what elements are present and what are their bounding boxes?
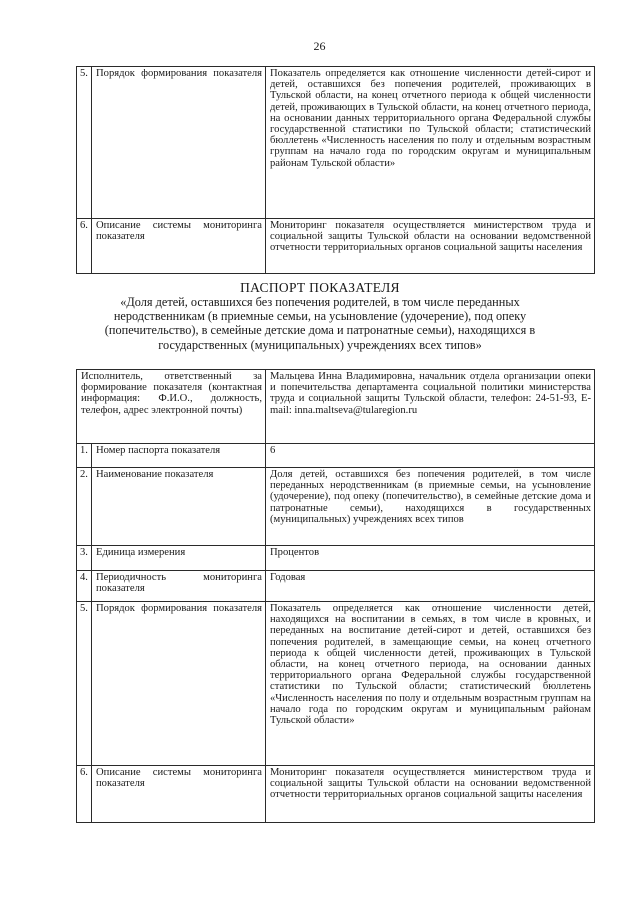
row-number: 2. bbox=[77, 468, 92, 546]
row-label: Описание системы мониторинга показателя bbox=[92, 219, 266, 274]
row-label: Единица измерения bbox=[92, 546, 266, 571]
page-number: 26 bbox=[313, 39, 326, 53]
row-number: 4. bbox=[77, 571, 92, 602]
table-row bbox=[77, 67, 595, 219]
indicator-table-continued bbox=[76, 66, 595, 274]
row-label: Порядок формирования показателя bbox=[92, 602, 266, 766]
table-row bbox=[77, 468, 595, 546]
row-label: Порядок формирования показателя bbox=[92, 67, 266, 219]
row-number: 3. bbox=[77, 546, 92, 571]
table-row bbox=[77, 571, 595, 602]
table-row bbox=[77, 602, 595, 766]
passport-title: ПАСПОРТ ПОКАЗАТЕЛЯ bbox=[240, 280, 400, 295]
row-value: Мониторинг показателя осуществляется министерством труда и социальной защиты Тульской области на основании ведомственной отчетности территориальных органов социальной защиты населения bbox=[266, 219, 595, 274]
row-value: Доля детей, оставшихся без попечения родителей, в том числе переданных неродственникам (в приемные семьи, на усыновление (удочерение), под опеку (попечительство), в семейные детские дома и патронатные семьи), находящихся в государственных (муниципальных) учреждениях всех типов bbox=[266, 468, 595, 546]
row-value: Годовая bbox=[266, 571, 595, 602]
table-row bbox=[77, 546, 595, 571]
row-value: Показатель определяется как отношение численности детей, находящихся на воспитании в семьях, в том числе в кровных, и переданных на воспитание детей-сирот и детей, оставшихся без попечения родителей, в замещающие семьи, на конец отчетного периода к общей численности детей, проживающих в Тульской области, на конец отчетного периода, на основании данных территориального органа Федеральной службы государственной статистики по Тульской области; статистический бюллетень «Численность населения по полу и отдельным возрастным группам на начало года по городским округам и муниципальным районам Тульской области» bbox=[266, 602, 595, 766]
row-number: 1. bbox=[77, 444, 92, 468]
table-row bbox=[77, 766, 595, 823]
row-label: Наименование показателя bbox=[92, 468, 266, 546]
row-label: Периодичность мониторинга показателя bbox=[92, 571, 266, 602]
row-label: Описание системы мониторинга показателя bbox=[92, 766, 266, 823]
row-value: Мониторинг показателя осуществляется министерством труда и социальной защиты Тульской области на основании ведомственной отчетности территориальных органов социальной защиты населения bbox=[266, 766, 595, 823]
table-row bbox=[77, 444, 595, 468]
row-number: 5. bbox=[77, 67, 92, 219]
row-number: 5. bbox=[77, 602, 92, 766]
row-value: Процентов bbox=[266, 546, 595, 571]
executor-value: Мальцева Инна Владимировна, начальник отдела организации опеки и попечительства департамента социальной политики министерства труда и социальной защиты Тульской области, телефон: 24-51-93, E-mail: inna.maltseva@tularegion.ru bbox=[266, 370, 595, 444]
row-value: Показатель определяется как отношение численности детей-сирот и детей, оставшихся без попечения родителей, проживающих в Тульской области, на конец отчетного периода к общей численности детей, проживающих в Тульской области, на конец отчетного периода, на основании данных территориального органа Федеральной службы государственной статистики по Тульской области; статистический бюллетень «Численность населения по полу и отдельным возрастным группам на начало года по городским округам и муниципальным районам Тульской области» bbox=[266, 67, 595, 219]
row-number: 6. bbox=[77, 219, 92, 274]
table-row bbox=[77, 219, 595, 274]
executor-label: Исполнитель, ответственный за формирование показателя (контактная информация: Ф.И.О., должность, телефон, адрес электронной почты) bbox=[77, 370, 266, 444]
passport-heading bbox=[90, 280, 550, 352]
passport-subtitle: «Доля детей, оставшихся без попечения родителей, в том числе переданных неродственникам (в приемные семьи, на усыновление (удочерение), под опеку (попечительство), в семейные детские дома и патронатные семьи), находящихся в государственных (муниципальных) учреждениях всех типов» bbox=[104, 295, 536, 352]
indicator-passport-table bbox=[76, 369, 595, 823]
row-label: Номер паспорта показателя bbox=[92, 444, 266, 468]
row-value: 6 bbox=[266, 444, 595, 468]
row-number: 6. bbox=[77, 766, 92, 823]
table-row bbox=[77, 370, 595, 444]
